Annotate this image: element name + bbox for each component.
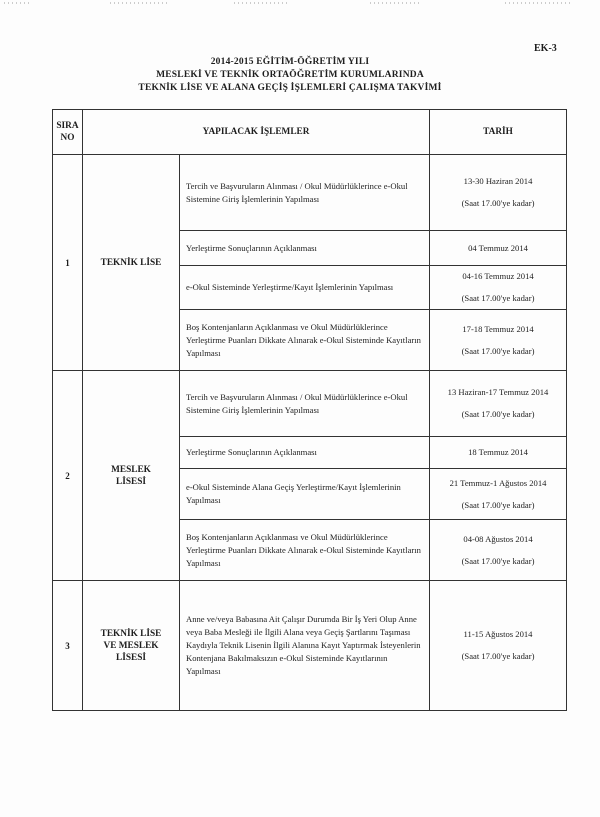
title-line: 2014-2015 EĞİTİM-ÖĞRETİM YILI <box>210 57 370 67</box>
date-cell: 17-18 Temmuz 2014 (Saat 17.00'ye kadar) <box>430 310 567 371</box>
table-row <box>53 155 567 231</box>
task-cell: Boş Kontenjanların Açıklanması ve Okul Müdürlüklerince Yerleştirme Puanları Dikkate Alınarak e-Okul Sisteminde Kayıtların Yapılması <box>180 520 430 581</box>
date-cell: 04-08 Ağustos 2014 (Saat 17.00'ye kadar) <box>430 520 567 581</box>
task-cell: Boş Kontenjanların Açıklanması ve Okul Müdürlüklerince Yerleştirme Puanları Dikkate Alınarak e-Okul Sisteminde Kayıtların Yapılması <box>180 310 430 371</box>
table-row <box>53 371 567 437</box>
group-number: 1 <box>53 155 83 371</box>
task-cell: Yerleştirme Sonuçlarının Açıklanması <box>180 437 430 469</box>
schedule-table <box>52 109 567 711</box>
task-cell: Anne ve/veya Babasına Ait Çalışır Durumda Bir İş Yeri Olup Anne veya Baba Mesleği ile İlgili Alana veya Geçiş Şartlarını Taşıması Kaydıyla Teknik Lisenin İlgili Alanına Kayıt Yaptırmak İsteyenlerin Kontenjana Bakılmaksızın e-Okul Sisteminde Kayıtlarının Yapılması <box>180 581 430 711</box>
date-cell: 13-30 Haziran 2014 (Saat 17.00'ye kadar) <box>430 155 567 231</box>
group-name: TEKNİK LİSE <box>83 155 180 371</box>
date-cell: 18 Temmuz 2014 <box>430 437 567 469</box>
scan-artifact-marks <box>0 0 600 8</box>
table-row <box>53 581 567 711</box>
date-cell: 04-16 Temmuz 2014 (Saat 17.00'ye kadar) <box>430 266 567 310</box>
header-tasks: YAPILACAK İŞLEMLER <box>83 110 430 155</box>
date-cell: 13 Haziran-17 Temmuz 2014 (Saat 17.00'ye kadar) <box>430 371 567 437</box>
date-cell: 11-15 Ağustos 2014 (Saat 17.00'ye kadar) <box>430 581 567 711</box>
title-line: MESLEKİ VE TEKNİK ORTAÖĞRETİM KURUMLARINDA <box>156 70 424 80</box>
header-sira-no: SIRA NO <box>53 110 83 155</box>
annex-label: EK-3 <box>534 43 557 54</box>
document-title <box>60 56 520 95</box>
task-cell: Tercih ve Başvuruların Alınması / Okul Müdürlüklerince e-Okul Sistemine Giriş İşlemlerinin Yapılması <box>180 371 430 437</box>
task-cell: Tercih ve Başvuruların Alınması / Okul Müdürlüklerince e-Okul Sistemine Giriş İşlemlerinin Yapılması <box>180 155 430 231</box>
group-name: TEKNİK LİSE VE MESLEK LİSESİ <box>83 581 180 711</box>
task-cell: Yerleştirme Sonuçlarının Açıklanması <box>180 231 430 266</box>
title-line: TEKNİK LİSE VE ALANA GEÇİŞ İŞLEMLERİ ÇALIŞMA TAKVİMİ <box>138 83 442 93</box>
date-cell: 21 Temmuz-1 Ağustos 2014 (Saat 17.00'ye kadar) <box>430 469 567 520</box>
header-date: TARİH <box>430 110 567 155</box>
task-cell: e-Okul Sisteminde Alana Geçiş Yerleştirme/Kayıt İşlemlerinin Yapılması <box>180 469 430 520</box>
task-cell: e-Okul Sisteminde Yerleştirme/Kayıt İşlemlerinin Yapılması <box>180 266 430 310</box>
group-number: 2 <box>53 371 83 581</box>
group-name: MESLEK LİSESİ <box>83 371 180 581</box>
header-row <box>53 110 567 155</box>
group-number: 3 <box>53 581 83 711</box>
date-cell: 04 Temmuz 2014 <box>430 231 567 266</box>
